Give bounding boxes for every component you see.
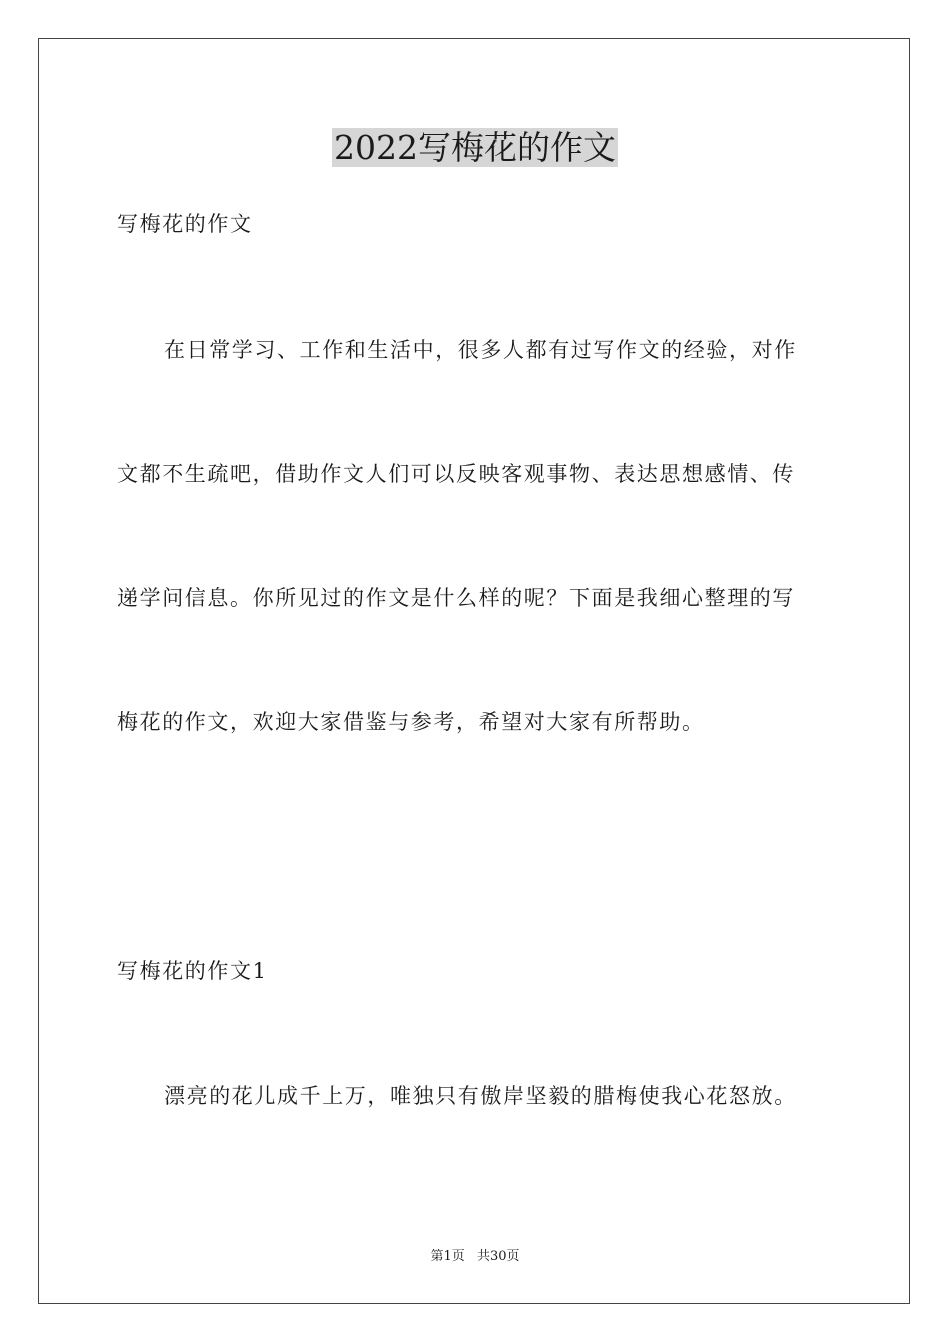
intro-line-3: 递学问信息。你所见过的作文是什么样的呢？下面是我细心整理的写 [117,586,795,610]
page-number: 第1页 [430,1249,465,1264]
document-title-text: 2022写梅花的作文 [334,128,616,167]
page-total: 共30页 [476,1249,520,1264]
section-paragraph-line-1: 漂亮的花儿成千上万，唯独只有傲岸坚毅的腊梅使我心花怒放。 [164,1084,797,1108]
intro-line-2: 文都不生疏吧，借助作文人们可以反映客观事物、表达思想感情、传 [117,462,795,486]
document-title [0,126,950,170]
page-footer [0,1248,950,1266]
intro-line-1: 在日常学习、工作和生活中，很多人都有过写作文的经验，对作 [164,338,797,362]
section-heading: 写梅花的作文1 [117,959,268,983]
intro-line-4: 梅花的作文，欢迎大家借鉴与参考，希望对大家有所帮助。 [117,710,705,734]
document-subtitle: 写梅花的作文 [117,212,253,236]
